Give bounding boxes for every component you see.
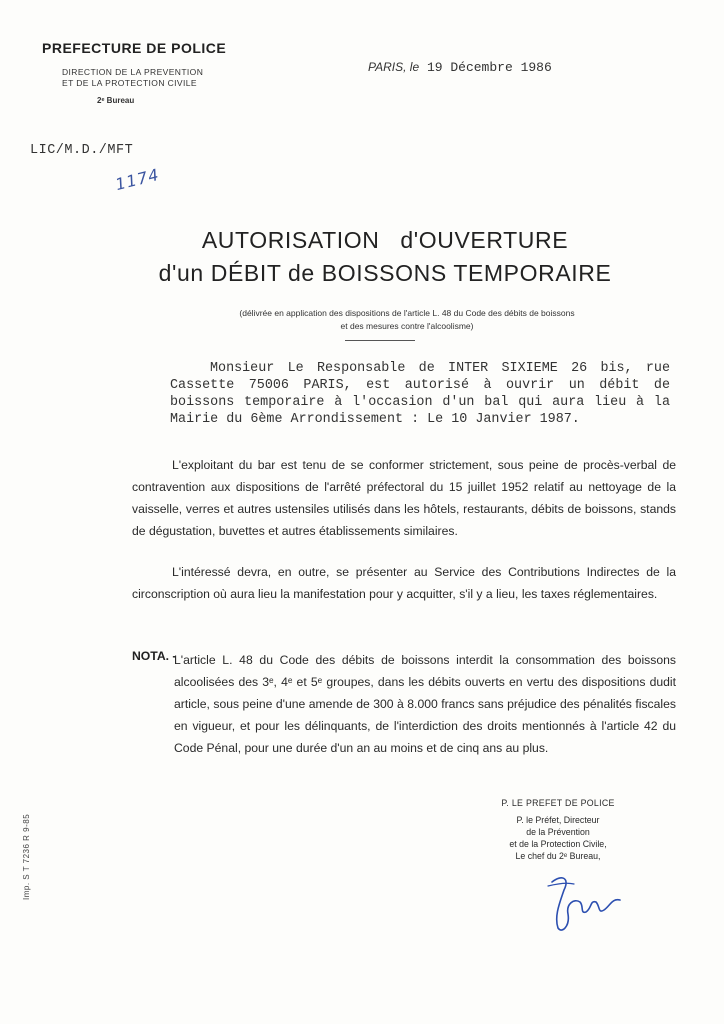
- nota-text: L'article L. 48 du Code des débits de boissons interdit la consommation des boissons alcoolisées des 3ᵉ, 4ᵉ et 5ᵉ groupes, dans les débits ouverts en vertu des dispositions dudit article, sous peine d'une amende de 300 à 8.000 francs sans préjudice des pénalités fiscales en vigueur, et pour les délinquants, de l'interdiction des droits mentionnés à l'article 42 du Code Pénal, pour une durée d'un an au moins et de cinq ans au plus.: [174, 653, 676, 755]
- prefecture-title: PREFECTURE DE POLICE: [42, 40, 227, 56]
- signature-line-4: et de la Protection Civile,: [509, 839, 607, 849]
- legal-note-line-2: et des mesures contre l'alcoolisme): [340, 321, 474, 331]
- signature-line-3: de la Prévention: [526, 827, 590, 837]
- signature-line-1: P. LE PREFET DE POLICE: [501, 798, 615, 808]
- handwritten-number: 1174: [113, 164, 162, 195]
- nota-label: NOTA. -: [132, 649, 177, 663]
- date-value: 19 Décembre 1986: [426, 60, 552, 75]
- title-line-1: AUTORISATION d'OUVERTURE: [201, 227, 569, 253]
- title-line-2: d'un DÉBIT de BOISSONS TEMPORAIRE: [158, 260, 612, 286]
- handwritten-signature: [540, 868, 630, 943]
- date-place: PARIS, le: [368, 60, 420, 74]
- paragraph-contributions: L'intéressé devra, en outre, se présenter au Service des Contributions Indirectes de la circonscription où aura lieu la manifestation pour y acquitter, s'il y a lieu, les taxes réglementaires.: [132, 565, 676, 601]
- reference-code: LIC/M.D./MFT: [30, 143, 134, 158]
- signature-line-2: P. le Préfet, Directeur: [516, 815, 600, 825]
- paragraph-hygiene: L'exploitant du bar est tenu de se conformer strictement, sous peine de procès-verbal de contravention aux dispositions de l'arrêté préfectoral du 15 juillet 1952 relatif au nettoyage de la vaisselle, verres et autres ustensiles utilisés dans les hôtels, restaurants, débits de boissons, stands de dégustation, buvettes et autres établissements similaires.: [132, 458, 676, 538]
- print-code-vertical: Imp. S T 7236 R 9-85: [22, 813, 31, 900]
- signature-line-5: Le chef du 2ᵉ Bureau,: [515, 851, 601, 861]
- date-line: [368, 60, 552, 75]
- direction-line-1: DIRECTION DE LA PREVENTION: [62, 67, 204, 77]
- legal-note-line-1: (délivrée en application des dispositions de l'article L. 48 du Code des débits de boissons: [239, 308, 575, 318]
- bureau-label: 2ᵉ Bureau: [97, 96, 135, 105]
- direction-line-2: ET DE LA PROTECTION CIVILE: [62, 78, 197, 88]
- typed-paragraph: Monsieur Le Responsable de INTER SIXIEME 26 bis, rue Cassette 75006 PARIS, est autorisé à ouvrir un débit de boissons temporaire à l'occasion d'un bal qui aura lieu à la Mairie du 6ème Arrondissement : Le 10 Janvier 1987.: [170, 361, 670, 427]
- title-divider: [345, 340, 415, 341]
